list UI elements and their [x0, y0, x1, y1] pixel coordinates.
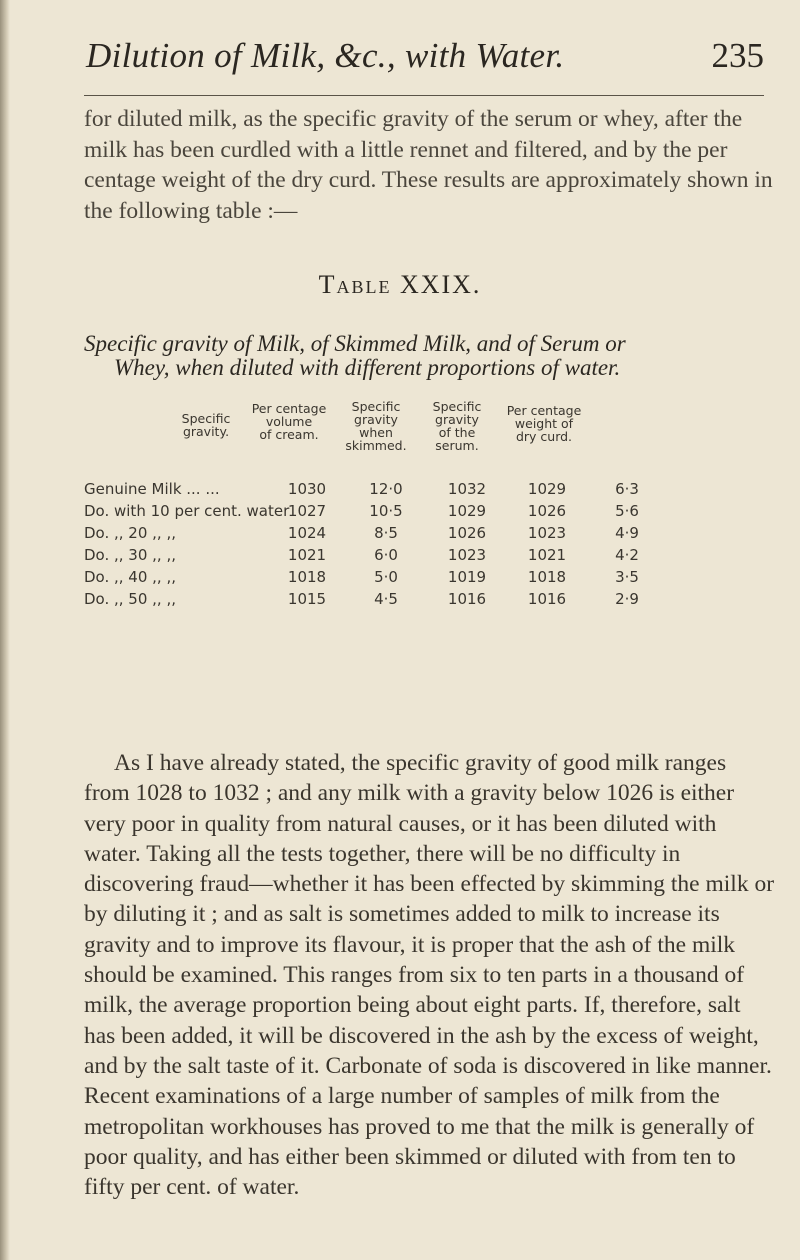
row-label: Do. with 10 per cent. water [84, 502, 290, 520]
cell-specific-gravity: 1018 [287, 568, 327, 586]
column-header-serum-gravity: Specific gravity of the serum. [432, 399, 482, 453]
table-title: Table XXIX. [318, 270, 482, 299]
cell-dry-curd: 5·6 [615, 502, 639, 520]
column-header-specific-gravity: Specific gravity. [181, 411, 231, 439]
cell-skimmed-gravity: 1026 [447, 524, 487, 542]
cell-skimmed-gravity: 1032 [447, 480, 487, 498]
cell-serum-gravity: 1026 [527, 502, 567, 520]
table-caption-line-1: Specific gravity of Milk, of Skimmed Milk, and of Serum or [84, 331, 626, 356]
cell-skimmed-gravity: 1016 [447, 590, 487, 608]
table-row [84, 502, 784, 524]
cell-specific-gravity: 1021 [287, 546, 327, 564]
cell-skimmed-gravity: 1023 [447, 546, 487, 564]
table-row [84, 546, 784, 568]
column-header-cream-volume: Per centage volume of cream. [251, 401, 327, 442]
cell-specific-gravity: 1027 [287, 502, 327, 520]
cell-skimmed-gravity: 1029 [447, 502, 487, 520]
table-row [84, 524, 784, 546]
column-header-skimmed-gravity: Specific gravity when skimmed. [345, 399, 407, 453]
cell-specific-gravity: 1024 [287, 524, 327, 542]
cell-specific-gravity: 1030 [287, 480, 327, 498]
row-label: Do. ,, 20 ,, ,, [84, 524, 176, 542]
column-header-dry-curd: Per centage weight of dry curd. [506, 403, 582, 444]
cell-dry-curd: 4·9 [615, 524, 639, 542]
table-row [84, 590, 784, 612]
row-label: Do. ,, 30 ,, ,, [84, 546, 176, 564]
cell-cream-volume: 4·5 [374, 590, 398, 608]
row-label: Genuine Milk ... ... [84, 480, 220, 498]
table-row [84, 480, 784, 502]
cell-dry-curd: 2·9 [615, 590, 639, 608]
cell-cream-volume: 5·0 [374, 568, 398, 586]
row-label: Do. ,, 50 ,, ,, [84, 590, 176, 608]
running-title: Dilution of Milk, &c., with Water. [86, 36, 565, 75]
cell-serum-gravity: 1021 [527, 546, 567, 564]
cell-dry-curd: 4·2 [615, 546, 639, 564]
cell-serum-gravity: 1029 [527, 480, 567, 498]
cell-cream-volume: 8·5 [374, 524, 398, 542]
row-label: Do. ,, 40 ,, ,, [84, 568, 176, 586]
body-paragraph [84, 748, 774, 1202]
cell-serum-gravity: 1023 [527, 524, 567, 542]
table-caption [84, 332, 784, 380]
cell-cream-volume: 6·0 [374, 546, 398, 564]
cell-cream-volume: 12·0 [369, 480, 403, 498]
cell-dry-curd: 6·3 [615, 480, 639, 498]
page-number: 235 [711, 36, 764, 75]
header-rule [84, 95, 764, 96]
page-binding-edge [0, 0, 10, 1260]
table-row [84, 568, 784, 590]
cell-specific-gravity: 1015 [287, 590, 327, 608]
cell-skimmed-gravity: 1019 [447, 568, 487, 586]
cell-serum-gravity: 1018 [527, 568, 567, 586]
intro-text: for diluted milk, as the specific gravity of the serum or whey, after the milk has been curdled with a little rennet and filtered, and by the per centage weight of the dry curd. These results are approximately shown in the following table :— [84, 106, 773, 224]
intro-paragraph [84, 104, 774, 226]
body-text: As I have already stated, the specific gravity of good milk ranges from 1028 to 1032 ; and any milk with a gravity below 1026 is either very poor in quality from natural causes, or it has been diluted with water. Taking all the tests together, there will be no difficulty in discovering fraud—whether it has been effected by skimming the milk or by diluting it ; and as salt is sometimes added to milk to increase its gravity and to improve its flavour, it is proper that the ash of the milk should be examined. This ranges from six to ten parts in a thousand of milk, the average proportion being about eight parts. If, therefore, salt has been added, it will be discovered in the ash by the excess of weight, and by the salt taste of it. Carbonate of soda is discovered in like manner. Recent examinations of a large number of samples of milk from the metropolitan workhouses has proved to me that the milk is generally of poor quality, and has either been skimmed or diluted with from ten to fifty per cent. of water. [84, 750, 775, 1201]
cell-cream-volume: 10·5 [369, 502, 403, 520]
cell-serum-gravity: 1016 [527, 590, 567, 608]
running-head [84, 36, 764, 90]
table-caption-line-2: Whey, when diluted with different proportions of water. [114, 355, 621, 380]
cell-dry-curd: 3·5 [615, 568, 639, 586]
